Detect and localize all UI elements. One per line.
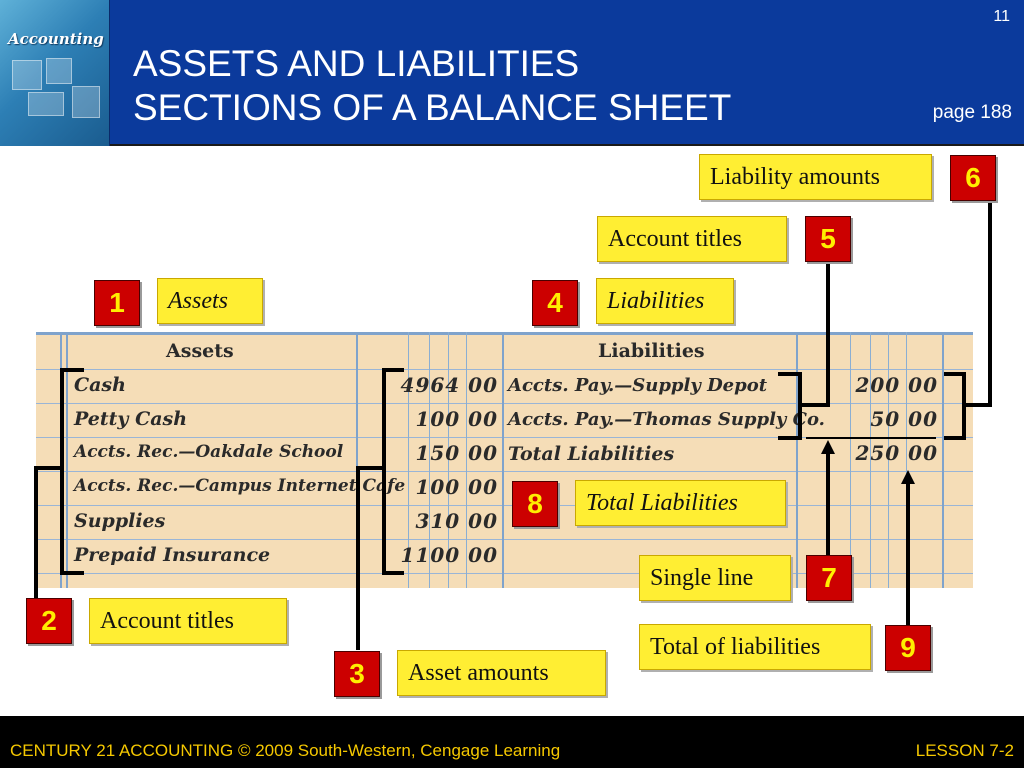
slide-title-line-1: ASSETS AND LIABILITIES [133,43,580,84]
total-liabilities-amount: 250 00 [855,441,938,465]
footer-copyright: CENTURY 21 ACCOUNTING © 2009 South-Western, Cengage Learning [10,741,561,760]
callout-liability-amounts: Liability amounts [699,154,932,200]
callout-account-titles-assets: Account titles [89,598,287,644]
asset-account-title: Accts. Rec.—Oakdale School [74,442,344,462]
ledger-rule [502,332,504,588]
callout-number-8: 8 [512,481,558,527]
balance-sheet-ledger [36,332,973,588]
asset-amount: 150 00 [415,441,498,465]
ledger-rule [60,332,62,588]
ledger-rule [36,437,973,438]
textbook-cover-image [0,0,110,146]
callout-number-1: 1 [94,280,140,326]
liability-amount: 50 00 [870,407,938,431]
ledger-rule [36,403,973,404]
cover-tile [46,58,72,84]
callout-total-liabilities: Total Liabilities [575,480,786,526]
callout-liabilities: Liabilities [596,278,734,324]
asset-account-title: Accts. Rec.—Campus Internet Cafe [74,476,406,496]
ledger-rule [36,539,973,540]
ledger-rule [36,369,973,370]
callout-number-4: 4 [532,280,578,326]
asset-account-title: Cash [74,374,126,396]
footer-lesson: LESSON 7-2 [915,741,1014,760]
slide-footer [0,716,1024,768]
page-reference: page 188 [932,102,1012,123]
cover-tile [28,92,64,116]
asset-amount: 100 00 [415,475,498,499]
assets-column-heading: Assets [166,340,234,362]
callout-number-2: 2 [26,598,72,644]
callout-number-9: 9 [885,625,931,671]
ledger-rule [66,332,68,588]
callout-total-of-liabilities: Total of liabilities [639,624,871,670]
ledger-rule [36,332,973,335]
callout-number-5: 5 [805,216,851,262]
asset-account-title: Prepaid Insurance [74,544,271,566]
callout-account-titles-liabilities: Account titles [597,216,787,262]
asset-amount: 310 00 [415,509,498,533]
cover-tile [12,60,42,90]
callout-asset-amounts: Asset amounts [397,650,606,696]
ledger-rule [36,471,973,472]
liability-account-title: Total Liabilities [508,443,675,465]
callout-number-6: 6 [950,155,996,201]
liability-account-title: Accts. Pay.—Thomas Supply Co. [508,409,825,430]
asset-amount: 1100 00 [400,543,498,567]
ledger-rule [942,332,944,588]
ledger-rule [36,505,973,506]
slide-title-line-2: SECTIONS OF A BALANCE SHEET [133,87,732,128]
asset-amount: 4964 00 [400,373,498,397]
asset-account-title: Petty Cash [74,408,188,430]
slide-header [0,0,1024,146]
liability-account-title: Accts. Pay.—Supply Depot [508,375,768,396]
liability-amount: 200 00 [855,373,938,397]
textbook-brand: Accounting [8,30,104,48]
asset-account-title: Supplies [74,510,166,532]
cover-tile [72,86,100,118]
callout-single-line: Single line [639,555,791,601]
callout-assets: Assets [157,278,263,324]
liabilities-column-heading: Liabilities [598,340,705,362]
callout-number-7: 7 [806,555,852,601]
asset-amount: 100 00 [415,407,498,431]
slide-title [133,42,731,130]
slide-number: 11 [993,8,1010,25]
callout-number-3: 3 [334,651,380,697]
